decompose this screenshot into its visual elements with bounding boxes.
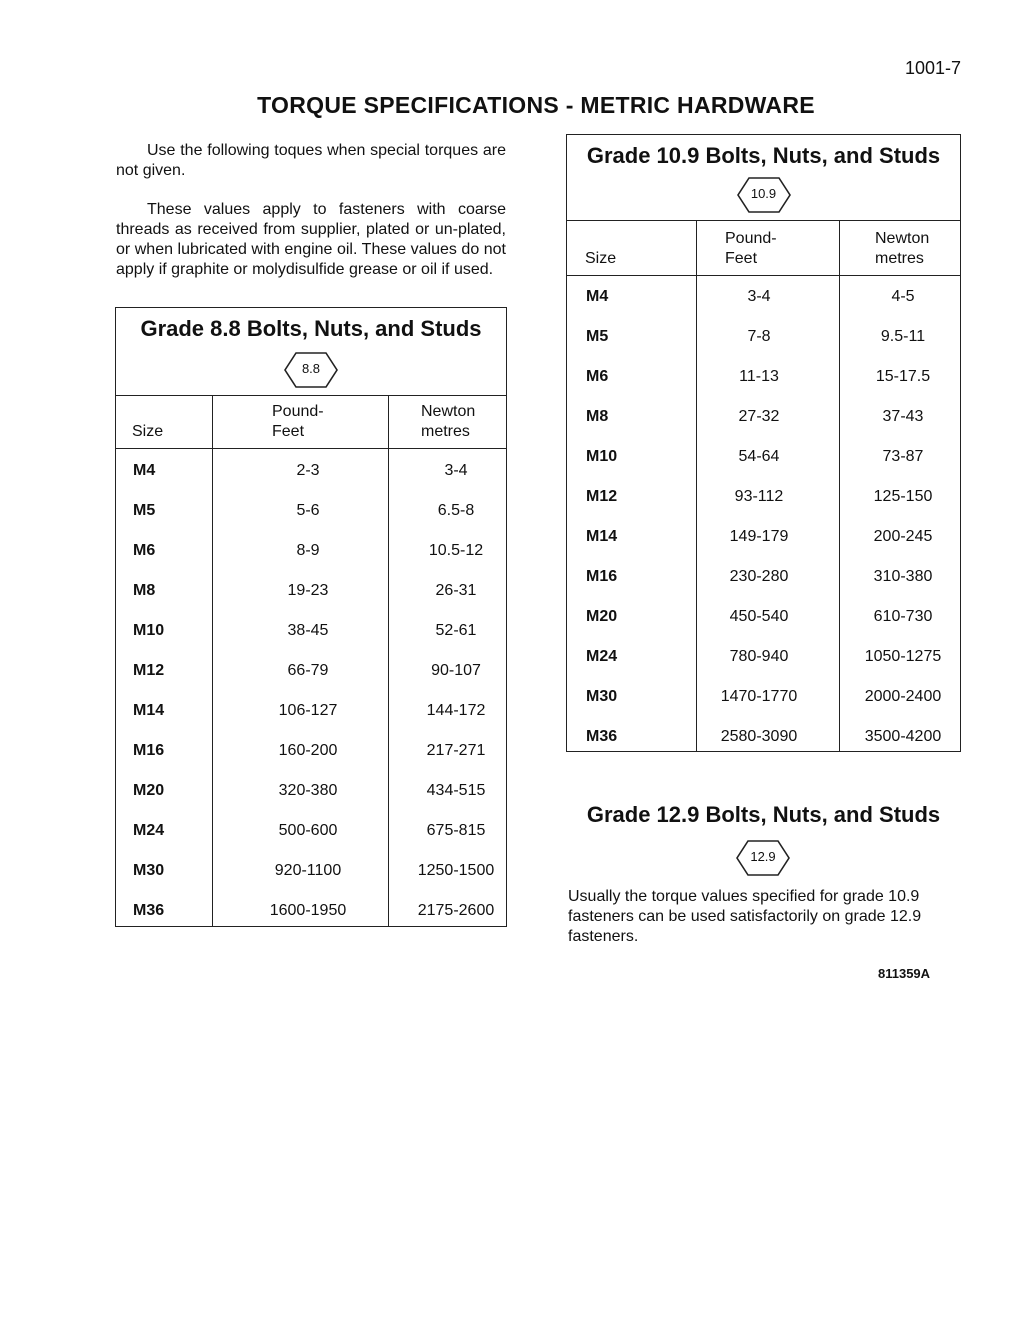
size-cell: M16 — [133, 742, 165, 759]
grade-88-table — [115, 307, 507, 927]
table-row — [567, 568, 960, 608]
pound-feet-cell: 38-45 — [287, 622, 329, 639]
grade-109-col-nm-line2: metres — [875, 250, 924, 267]
newton-metres-cell: 1250-1500 — [417, 862, 495, 879]
pound-feet-cell: 2580-3090 — [720, 728, 798, 745]
size-cell: M16 — [586, 568, 618, 585]
table-row — [567, 328, 960, 368]
newton-metres-cell: 1050-1275 — [864, 648, 942, 665]
table-row — [567, 488, 960, 528]
pound-feet-cell: 11-13 — [739, 368, 779, 385]
size-cell: M36 — [133, 902, 165, 919]
table-row — [116, 862, 506, 902]
newton-metres-cell: 434-515 — [426, 782, 486, 799]
newton-metres-cell: 52-61 — [435, 622, 477, 639]
pound-feet-cell: 93-112 — [734, 488, 784, 505]
grade-109-col-lb-line2: Feet — [725, 250, 758, 267]
size-cell: M14 — [133, 702, 165, 719]
grade-88-col-lb-line1: Pound- — [272, 403, 324, 420]
newton-metres-cell: 90-107 — [431, 662, 481, 679]
grade-88-body — [116, 396, 506, 926]
pound-feet-cell: 5-6 — [296, 502, 320, 519]
size-cell: M20 — [586, 608, 618, 625]
table-row — [567, 608, 960, 648]
intro-paragraph-usage — [116, 141, 506, 181]
table-row — [116, 822, 506, 862]
pound-feet-cell: 19-23 — [287, 582, 329, 599]
intro-paragraph-conditions — [116, 200, 506, 280]
newton-metres-cell: 144-172 — [426, 702, 486, 719]
size-cell: M14 — [586, 528, 618, 545]
newton-metres-cell: 37-43 — [882, 408, 924, 425]
grade-88-hex-label: 8.8 — [301, 361, 321, 376]
page-title: TORQUE SPECIFICATIONS - METRIC HARDWARE — [257, 92, 815, 118]
intro-text-conditions: These values apply to fasteners with coarse threads as received from supplier, plated or un-plated, or when lubricated with engine oil. These values do not apply if graphite or molydisulfide grease or oil if used. — [116, 201, 506, 278]
size-cell: M20 — [133, 782, 165, 799]
page-number: 1001-7 — [905, 58, 962, 78]
table-row — [116, 782, 506, 822]
intro-text-usage: Use the following toques when special torques are not given. — [116, 142, 506, 179]
pound-feet-cell: 8-9 — [296, 542, 320, 559]
grade-109-header — [567, 135, 960, 221]
table-row — [567, 688, 960, 728]
newton-metres-cell: 310-380 — [873, 568, 933, 585]
size-cell: M30 — [133, 862, 165, 879]
pound-feet-cell: 780-940 — [729, 648, 789, 665]
newton-metres-cell: 9.5-11 — [880, 328, 926, 345]
grade-109-title: Grade 10.9 Bolts, Nuts, and Studs — [586, 143, 941, 168]
size-cell: M24 — [133, 822, 165, 839]
table-row — [567, 728, 960, 768]
grade-109-hex-label: 10.9 — [750, 186, 777, 201]
grade-88-col-nm-line1: Newton — [421, 403, 476, 420]
grade-88-col-nm-line2: metres — [421, 423, 470, 440]
size-cell: M6 — [586, 368, 609, 385]
size-cell: M6 — [133, 542, 156, 559]
grade-109-col-size: Size — [585, 250, 617, 267]
newton-metres-cell: 26-31 — [435, 582, 477, 599]
pound-feet-cell: 320-380 — [278, 782, 338, 799]
pound-feet-cell: 920-1100 — [274, 862, 342, 879]
pound-feet-cell: 500-600 — [278, 822, 338, 839]
table-row — [567, 408, 960, 448]
size-cell: M10 — [586, 448, 618, 465]
pound-feet-cell: 1600-1950 — [269, 902, 347, 919]
pound-feet-cell: 2-3 — [296, 462, 320, 479]
table-row — [116, 902, 506, 942]
table-row — [116, 502, 506, 542]
size-cell: M4 — [133, 462, 156, 479]
table-row — [116, 582, 506, 622]
table-row — [116, 622, 506, 662]
grade-88-header — [116, 308, 506, 396]
size-cell: M4 — [586, 288, 609, 305]
newton-metres-cell: 15-17.5 — [875, 368, 931, 385]
size-cell: M12 — [586, 488, 618, 505]
size-cell: M5 — [133, 502, 156, 519]
pound-feet-cell: 27-32 — [738, 408, 780, 425]
figure-id: 811359A — [878, 966, 931, 981]
newton-metres-cell: 2000-2400 — [864, 688, 942, 705]
size-cell: M5 — [586, 328, 609, 345]
table-row — [116, 542, 506, 582]
table-row — [116, 742, 506, 782]
grade-129-note: Usually the torque values specified for grade 10.9 fasteners can be used satisfactorily on grade 12.9 fasteners. — [568, 888, 922, 945]
table-row — [567, 288, 960, 328]
size-cell: M24 — [586, 648, 618, 665]
newton-metres-cell: 200-245 — [873, 528, 933, 545]
grade-129-hex-label: 12.9 — [750, 849, 776, 864]
pound-feet-cell: 3-4 — [747, 288, 771, 305]
newton-metres-cell: 10.5-12 — [428, 542, 484, 559]
pound-feet-cell: 66-79 — [287, 662, 329, 679]
newton-metres-cell: 6.5-8 — [437, 502, 475, 519]
pound-feet-cell: 160-200 — [278, 742, 338, 759]
newton-metres-cell: 3-4 — [444, 462, 468, 479]
pound-feet-cell: 450-540 — [729, 608, 789, 625]
grade-109-hex-icon — [737, 177, 791, 213]
pound-feet-cell: 230-280 — [729, 568, 789, 585]
newton-metres-cell: 3500-4200 — [864, 728, 942, 745]
newton-metres-cell: 4-5 — [891, 288, 915, 305]
grade-88-title: Grade 8.8 Bolts, Nuts, and Studs — [140, 316, 482, 341]
grade-109-col-nm-line1: Newton — [875, 230, 930, 247]
grade-109-table — [566, 134, 961, 752]
newton-metres-cell: 2175-2600 — [417, 902, 495, 919]
grade-129-hex-icon — [736, 840, 790, 876]
size-cell: M36 — [586, 728, 618, 745]
grade-129-title: Grade 12.9 Bolts, Nuts, and Studs — [586, 802, 941, 827]
newton-metres-cell: 217-271 — [426, 742, 486, 759]
size-cell: M30 — [586, 688, 618, 705]
table-row — [567, 528, 960, 568]
pound-feet-cell: 149-179 — [729, 528, 789, 545]
size-cell: M10 — [133, 622, 165, 639]
grade-109-header-rule — [567, 275, 960, 276]
table-row — [116, 702, 506, 742]
table-row — [567, 448, 960, 488]
size-cell: M8 — [133, 582, 156, 599]
grade-88-col-lb-line2: Feet — [272, 423, 305, 440]
grade-88-header-rule — [116, 448, 506, 449]
table-row — [116, 662, 506, 702]
grade-109-col-lb-line1: Pound- — [725, 230, 777, 247]
size-cell: M12 — [133, 662, 165, 679]
grade-109-body — [567, 221, 960, 751]
table-row — [567, 368, 960, 408]
grade-88-col-size: Size — [132, 423, 164, 440]
pound-feet-cell: 1470-1770 — [720, 688, 798, 705]
pound-feet-cell: 106-127 — [278, 702, 338, 719]
size-cell: M8 — [586, 408, 609, 425]
pound-feet-cell: 54-64 — [738, 448, 780, 465]
grade-88-hex-icon — [284, 352, 338, 388]
table-row — [116, 462, 506, 502]
newton-metres-cell: 610-730 — [873, 608, 933, 625]
pound-feet-cell: 7-8 — [747, 328, 771, 345]
table-row — [567, 648, 960, 688]
newton-metres-cell: 125-150 — [873, 488, 933, 505]
newton-metres-cell: 675-815 — [426, 822, 486, 839]
newton-metres-cell: 73-87 — [882, 448, 924, 465]
